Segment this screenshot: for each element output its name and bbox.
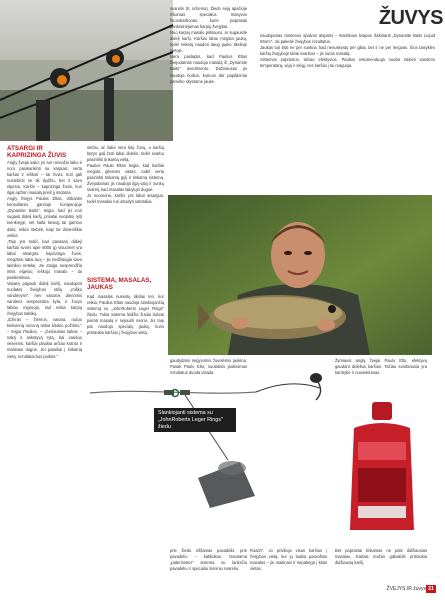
rig-diagram: [80, 368, 328, 548]
column-3-top-text: svarelis (tr. schema). Žiedo sėją apačioje rišiamas specialus masyvus fluorokarbonas, kuris paprastai pardavinėjamas karpių žvejybai. Nuo karpių masalo priklauso, ar sugausite didelį karšį. Karšiai labai mėgsta jauką, todėl reikėtų naudoti daug jauko tikslioje vietoje. Nėra paslaptis, kad Paulius Eltas žvejodamas naudoja masalą iš „Dynamite Baits" asortimento. Dažniausiai jis naudoja boilius, kuriuos dar papildomai pamirko skystame jauke.: [170, 6, 247, 84]
column-4-top-text: naudojamas randonos spalvos atspalvį – maistinius kvapus išskirianti „Dynamite Baits Liquid Worm". Jis pakeitė žvejybos rezultatus. Jaukas turi būti ne per sunkus, kad nenuskęstų per giliai, bet ir ne per lengvas. Šios taisyklės karšių žvejyboje labai svarbios – jis suras masalą. Sistemos paprastos, tačiau efektyvios. Paulius rekomenduoja nuolat stebėti vandens temperatūrą, vėją ir slėgį, nes karšiai į tai reaguoja.: [260, 33, 435, 69]
bottle-photo: [336, 398, 428, 538]
rods-photo: [0, 0, 173, 141]
section-title-bar: [378, 6, 445, 30]
column-4-bottom-text: Bet paprastai tinkamas ne pats didžiausias masalas. Kartais mažas gabalėlis pritraukia didžiausią karšį.: [335, 548, 427, 566]
column-1-text: Angly žvejai sako: jei turi nemažai laiko ir noro pasikankinti su karpiais, verta karšiai ir ieškoti – tai žuvis, kuri gali nustebinti ne tik dydžiu, bet ir savo elgesiu. Karšis – kaprizinga žuvis, kuri ilgai apžiūri masalą prieš jį imdama. Angly žvejys Paulas Eltas, dirbantis konsultantu garsioje kompanijoje „Dynamite Baits", teigia, kad jei nori sugauti didelį karšį, privalai nuolatinį ryšį tvenkinyje, net šalta tiesiog tai gamtos dalis, reikia stebėti, kaip tai dinamiškai veikia. „Taip yra todėl, kad pavasarį didieji karšiai svoris apie 8000 g) visuomet yra labai atsargūs, kaprizinga žuvis, megztasi labai tuoj – jie nedžiaugia savo laimikio netekę. Jie staiga nusprendžia imtis elgesio, ieškojo masalo – tai pasikeitimas. Vasarą pagauti didelį karšį, naudojant nuolatinį žvejybos stilių „miško vandenyse", nes vasaros dienomis vandens temperatūra kyla, ir žuvys labiau migruoja, tad reikia karpių žvejybos taktikų. „Ežeras – žiemos, vasara, ruduo kiekvieną sezoną reikia kitokio požiūrio," – teigia Paulius, – „Geriausias laikas – naktį ir ankstyvą rytą, kai vanduo vėsesnis, karšiai plaukia arčiau kranto ir maitinasi dugne. Jei pataikai į tinkamą vietą, rezultatai bus puikūs.": [7, 160, 82, 359]
page-number: 31: [427, 586, 434, 592]
section-title: ŽUVYS: [378, 7, 443, 29]
heading-careful-fish: ATSARGI IR KAPRIZINGA ŽUVIS: [7, 145, 67, 160]
angler-photo: [168, 195, 432, 355]
column-3-bottom-text: Roach". Jo privilioja visus karšius į žvejybos vietą, kur jų laukia paruoštas masalas – jie maitinasi ir nepabėga į kitas vietas.: [250, 548, 327, 572]
footer: [352, 585, 436, 595]
column-2-bottom-text: prie žiedo riššamas pavadėlis, prie pavadėlio – kabliukas. Gaunama „paternoster" sistema su lanksčiu pavadėliu ir specialiu švininiu svareliu.: [170, 548, 247, 572]
footer-label: ŽVEJYS IR žuvys: [386, 586, 426, 592]
column-2-top-text: stebiu, ar šalia nėra kitų žuvų, o karšių būrys gali būti labai didelis, todėl svarbu pasirinkti tinkamą vietą. Paulius Paulo Eltas teigia, kad karšiai mėgsta gilesnes vietas, todėl verta pasirinkti tinkamą gylį ir tinkamą sistemą. Žvejodamas jis naudoja ilgą valą ir sunkų svarelį, kad masalas laikytųsi dugne. Jo nuomone, karšis yra labai atsargus, todėl masalas turi atrodyti natūraliai.: [87, 145, 164, 205]
column-3-mid-text: gaudydami negyvomis žuvelėmis jaukina. Pasak Paulo Elto, nuolatinis jaukinimas rezultatus duoda visada.: [170, 358, 247, 376]
heading-system-bait: SISTEMA, MASALAS, JAUKAS: [87, 277, 152, 292]
column-4-mid-text: Žymiausi angly žvejai Paulo Elto, efektyvų gaudant didelius karšius. Tačiau svarbiausia yra kantrybė ir nuoseklumas.: [335, 358, 427, 376]
rig-caption: Slankiojanti sistema su „JohnRoberts Leger Rings" žiedu: [154, 408, 236, 432]
column-2-mid-text: Kad masalas nusėstų tiksliai ten, kur reikia, Paulius Eltas naudoja slankiojančią sistemą su „JohnRoberts Leger Rings" žiedu. Tokia sistema leidžia žuviai laisvai paimti masalą ir nejausti svorio. Jis taip pat naudoja specialų jauką, kuris pritraukia karšius į žvejybos vietą.: [87, 294, 164, 336]
